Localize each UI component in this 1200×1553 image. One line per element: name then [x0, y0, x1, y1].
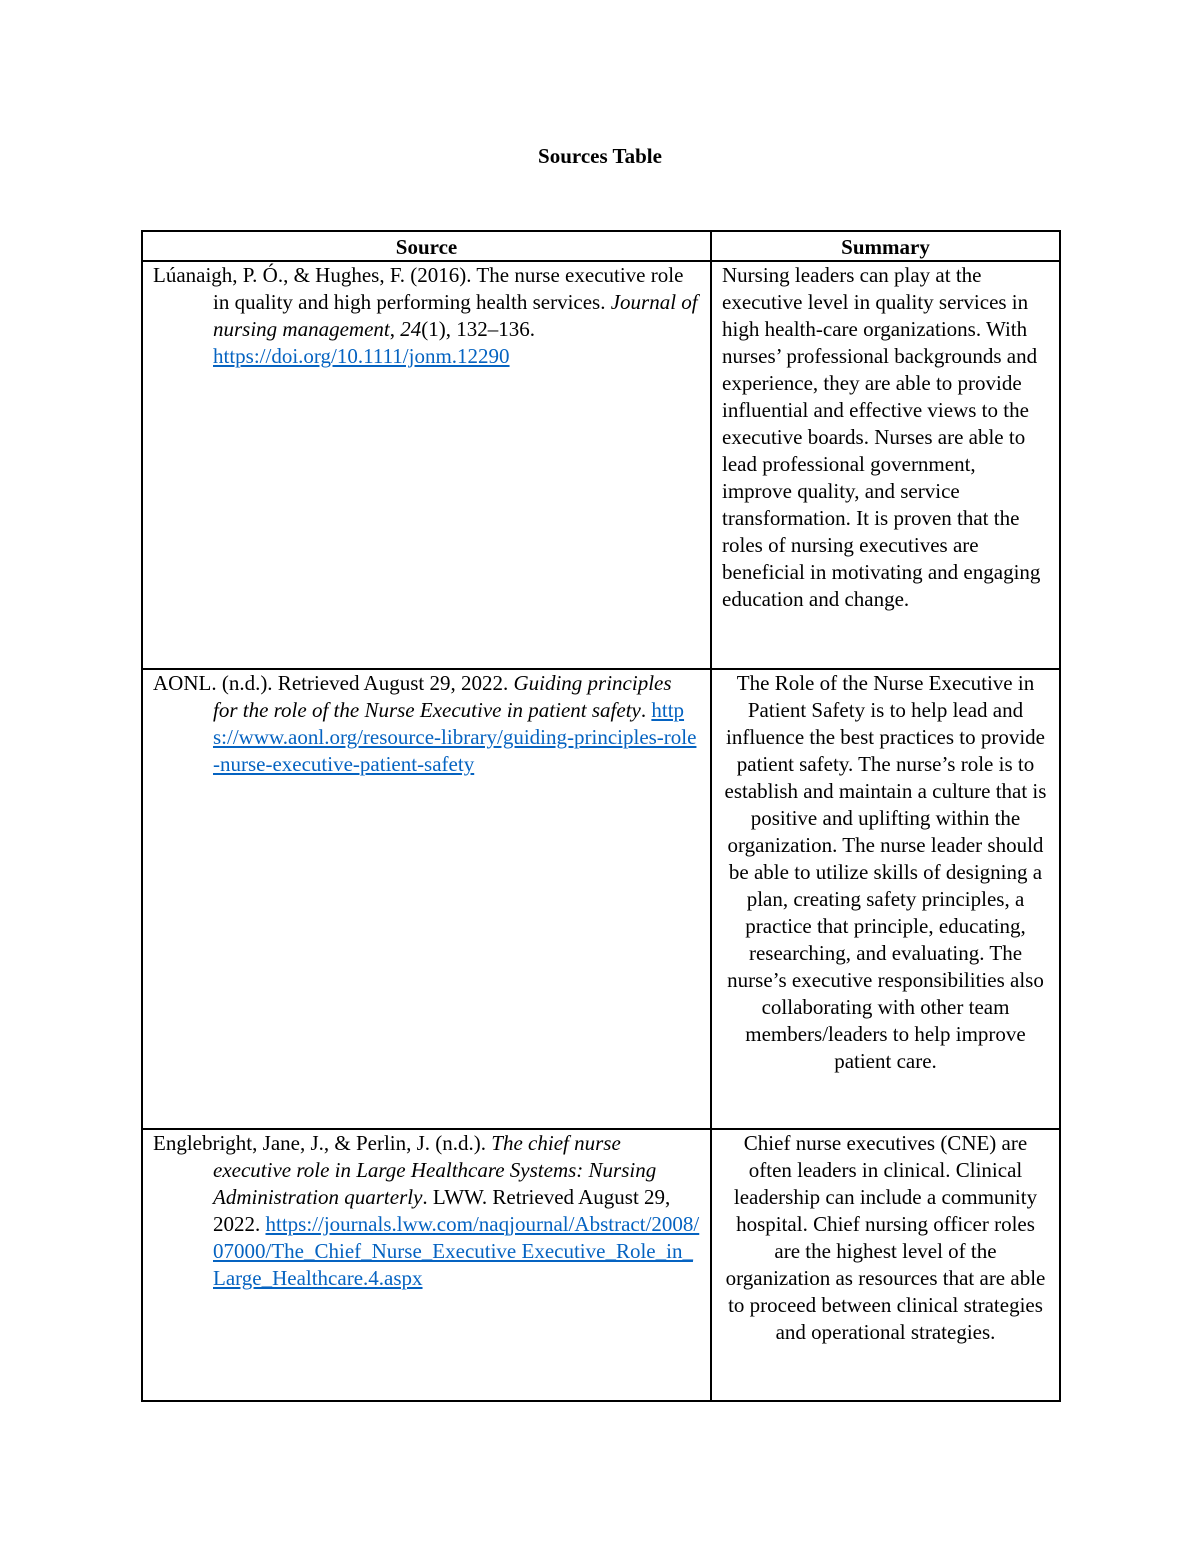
source-cell [142, 1129, 711, 1401]
reference-text: (1), 132–136. [421, 317, 535, 341]
header-source: Source [142, 231, 711, 261]
reference-text: . [640, 698, 652, 722]
reference-link[interactable]: https://doi.org/10.1111/jonm.12290 [213, 344, 510, 368]
reference-text: Englebright, Jane, J., & Perlin, J. (n.d.). [153, 1131, 492, 1155]
reference-title: The chief nurse executive role in Large Healthcare Systems: Nursing Administration quarterly [213, 1131, 657, 1209]
reference-link[interactable]: https://www.aonl.org/resource-library/guiding-principles-role-nurse-executive-patient-safety [213, 698, 697, 776]
reference-text: Lúanaigh, P. Ó., & Hughes, F. (2016). The nurse executive role in quality and high performing health services. [153, 263, 684, 314]
header-summary: Summary [711, 231, 1060, 261]
table-row [142, 261, 1060, 669]
reference-entry [153, 670, 700, 778]
reference-text: , [389, 317, 401, 341]
source-cell [142, 669, 711, 1129]
table-header-row [142, 231, 1060, 261]
summary-cell: The Role of the Nurse Executive in Patient Safety is to help lead and influence the best practices to provide patient safety. The nurse’s role is to establish and maintain a culture that is positive and uplifting within the organization. The nurse leader should be able to utilize skills of designing a plan, creating safety principles, a practice that principle, educating, researching, and evaluating. The nurse’s executive responsibilities also collaborating with other team members/leaders to help improve patient care. [711, 669, 1060, 1129]
summary-cell: Nursing leaders can play at the executive level in quality services in high health-care organizations. With nurses’ professional backgrounds and experience, they are able to provide influential and effective views to the executive boards. Nurses are able to lead professional government, improve quality, and service transformation. It is proven that the roles of nursing executives are beneficial in motivating and engaging education and change. [711, 261, 1060, 669]
summary-cell: Chief nurse executives (CNE) are often leaders in clinical. Clinical leadership can include a community hospital. Chief nursing officer roles are the highest level of the organization as resources that are able to proceed between clinical strategies and operational strategies. [711, 1129, 1060, 1401]
source-cell [142, 261, 711, 669]
reference-link[interactable]: https://journals.lww.com/naqjournal/Abstract/2008/07000/The_Chief_Nurse_Executive Executive_Role_in_Large_Healthcare.4.aspx [213, 1212, 700, 1290]
reference-title: Guiding principles for the role of the Nurse Executive in patient safety [213, 671, 672, 722]
reference-volume: 24 [400, 317, 422, 341]
page-title: Sources Table [538, 144, 662, 168]
reference-text: . LWW. Retrieved August 29, 2022. [213, 1185, 671, 1236]
sources-table [141, 230, 1061, 1402]
reference-text: AONL. (n.d.). Retrieved August 29, 2022. [153, 671, 514, 695]
table-row [142, 1129, 1060, 1401]
reference-entry [153, 262, 700, 370]
table-row [142, 669, 1060, 1129]
reference-entry [153, 1130, 700, 1292]
reference-journal: Journal of nursing management [213, 290, 698, 341]
